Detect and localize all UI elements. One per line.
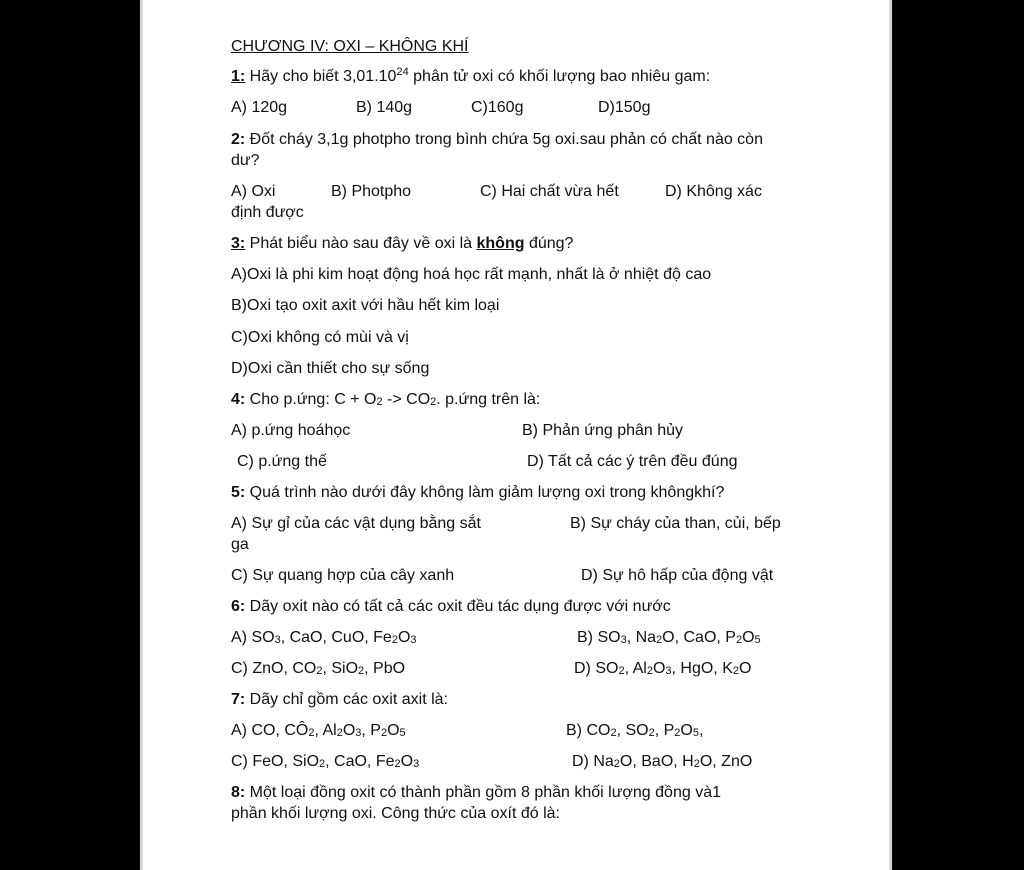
option-a: A) p.ứng hoáhọc: [231, 422, 351, 439]
question-2-option-cont: định được: [231, 204, 304, 221]
option-b: B) $CO_2$, $SO_2$, $P_2O_5$,: [566, 722, 704, 739]
question-1: 1: Hãy cho biết 3,01.10$^{24}$ phân tử oxi có khối lượng bao nhiêu gam:: [231, 66, 711, 85]
question-7: 7: Dãy chỉ gồm các oxit axit là:: [231, 691, 448, 708]
option-d: D)150g: [598, 99, 651, 116]
question-3: 3: Phát biểu nào sau đây về oxi là không đúng?: [231, 235, 574, 252]
option-c: C) Sự quang hợp của cây xanh: [231, 567, 455, 584]
question-8-cont: phần khối lượng oxi. Công thức của oxít đó là:: [231, 805, 560, 822]
emphasis: không: [476, 235, 525, 252]
option-c: C) ZnO, $CO_2$, SiO$_2$, PbO: [231, 660, 406, 677]
question-number: 8:: [231, 784, 246, 801]
option-c: C) p.ứng thế: [237, 453, 327, 470]
question-6: 6: Dãy oxit nào có tất cả các oxit đều tác dụng được với nước: [231, 598, 671, 615]
question-number: 4:: [231, 391, 246, 408]
option-d: D) $Na_2O$, BaO, $H_2O$, ZnO: [572, 753, 753, 770]
option-d: D) Không xác: [665, 183, 762, 200]
question-4: 4: Cho p.ứng: $C + O_2 -> CO_2$. p.ứng trên là:: [231, 391, 541, 408]
question-8: 8: Một loại đồng oxit có thành phần gồm 8 phần khối lượng đồng và1: [231, 784, 721, 801]
question-3-option-b: B)Oxi tạo oxit axit với hầu hết kim loại: [231, 297, 500, 314]
question-2-cont: dư?: [231, 152, 260, 169]
question-2: 2: Đốt cháy 3,1g photpho trong bình chứa 5g oxi.sau phản có chất nào còn: [231, 131, 763, 148]
question-number: 6:: [231, 598, 246, 615]
question-5: 5: Quá trình nào dưới đây không làm giảm lượng oxi trong khôngkhí?: [231, 484, 725, 501]
option-b: B) Phản ứng phân hủy: [522, 422, 684, 439]
option-a: A) Oxi: [231, 183, 276, 200]
option-d: D) $SO_2$, $Al_2O_3$, HgO, $K_2O$: [574, 660, 752, 677]
question-3-option-d: D)Oxi cần thiết cho sự sống: [231, 360, 430, 377]
option-a: A) 120g: [231, 99, 288, 116]
option-a: A) Sự gỉ của các vật dụng bằng sắt: [231, 515, 481, 532]
question-number: 5:: [231, 484, 246, 501]
question-5-option-cont: ga: [231, 536, 249, 553]
question-number: 7:: [231, 691, 246, 708]
option-a: A) $SO_3$, CaO, CuO, $Fe_2O_3$: [231, 629, 417, 646]
question-number: 2:: [231, 131, 246, 148]
option-b: B) Sự cháy của than, củi, bếp: [570, 515, 781, 532]
option-d: D) Tất cả các ý trên đều đúng: [527, 453, 738, 470]
option-b: B) $SO_3$, $Na_2O$, CaO, $P_2O_5$: [577, 629, 761, 646]
question-number: 1:: [231, 68, 246, 85]
option-b: B) 140g: [356, 99, 413, 116]
document-page: [140, 0, 892, 870]
option-a: A) CO, $CÔ_2$, $Al_2O_3$, $P_2O_5$: [231, 722, 406, 739]
question-3-option-a: A)Oxi là phi kim hoạt động hoá học rất mạnh, nhất là ở nhiệt độ cao: [231, 266, 712, 283]
option-c: C)160g: [471, 99, 524, 116]
option-d: D) Sự hô hấp của động vật: [581, 567, 774, 584]
question-3-option-c: C)Oxi không có mùi và vị: [231, 329, 409, 346]
option-b: B) Photpho: [331, 183, 412, 200]
option-c: C) FeO, SiO$_2$, CaO, $Fe_2O_3$: [231, 753, 420, 770]
question-number: 3:: [231, 235, 246, 252]
option-c: C) Hai chất vừa hết: [480, 183, 619, 200]
chapter-title: CHƯƠNG IV: OXI – KHÔNG KHÍ: [231, 38, 469, 55]
